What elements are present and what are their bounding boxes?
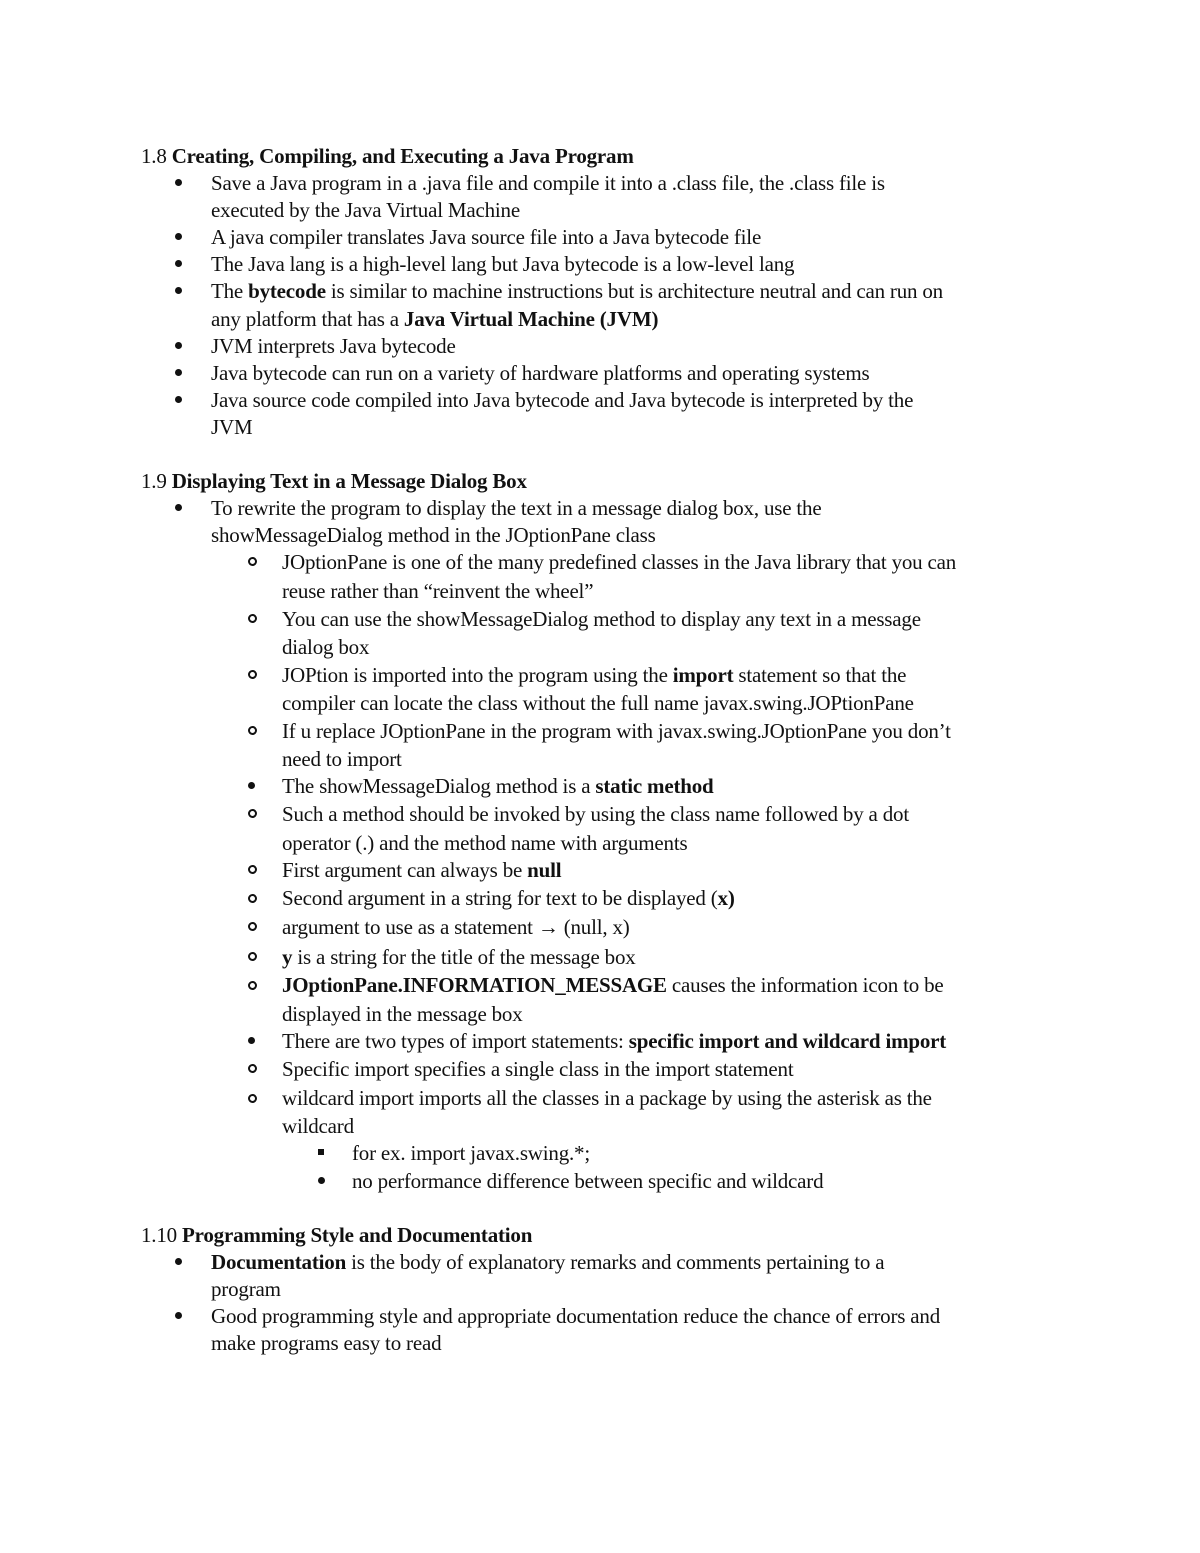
sub-list-item-continued: dialog box (282, 635, 370, 659)
bullet-icon (318, 1177, 325, 1184)
list-item: Save a Java program in a .java file and compile it into a .class file, the .class file is (211, 171, 885, 195)
circle-bullet-icon (248, 809, 257, 818)
bullet-icon (175, 342, 182, 349)
list-item: JVM interprets Java bytecode (211, 334, 456, 358)
list-item-continued: showMessageDialog method in the JOptionPane class (211, 523, 656, 547)
circle-bullet-icon (248, 1064, 257, 1073)
sub-list-item: JOPtion is imported into the program using the import statement so that the (282, 663, 907, 687)
sub-list-item-continued: compiler can locate the class without the full name javax.swing.JOPtionPane (282, 691, 914, 715)
circle-bullet-icon (248, 670, 257, 679)
circle-bullet-icon (248, 894, 257, 903)
bullet-icon (248, 782, 255, 789)
list-item: The Java lang is a high-level lang but Java bytecode is a low-level lang (211, 252, 795, 276)
bullet-icon (175, 1258, 182, 1265)
list-item-continued: program (211, 1277, 281, 1301)
bullet-icon (248, 1037, 255, 1044)
list-item: A java compiler translates Java source file into a Java bytecode file (211, 225, 762, 249)
sub-list-item-continued: displayed in the message box (282, 1002, 523, 1026)
sub-list-item-continued: wildcard (282, 1114, 354, 1138)
section-1-9-heading: 1.9 Displaying Text in a Message Dialog Box (141, 469, 527, 493)
circle-bullet-icon (248, 557, 257, 566)
sub-list-item: JOptionPane.INFORMATION_MESSAGE causes the information icon to be (282, 973, 944, 997)
circle-bullet-icon (248, 952, 257, 961)
sub-list-item-continued: operator (.) and the method name with arguments (282, 831, 688, 855)
sub-list-item: Second argument in a string for text to be displayed (x) (282, 886, 735, 910)
bullet-icon (175, 233, 182, 240)
sub-list-item: You can use the showMessageDialog method to display any text in a message (282, 607, 921, 631)
bullet-icon (175, 179, 182, 186)
sub-list-item: Such a method should be invoked by using the class name followed by a dot (282, 802, 909, 826)
bullet-icon (175, 369, 182, 376)
list-item: The bytecode is similar to machine instructions but is architecture neutral and can run on (211, 279, 943, 303)
list-item: There are two types of import statements: specific import and wildcard import (282, 1029, 947, 1053)
sub-list-item: argument to use as a statement → (null, x) (282, 915, 630, 939)
sub-list-item: First argument can always be null (282, 858, 562, 882)
list-item: Good programming style and appropriate documentation reduce the chance of errors and (211, 1304, 941, 1328)
sub-list-item-continued: reuse rather than “reinvent the wheel” (282, 579, 594, 603)
circle-bullet-icon (248, 981, 257, 990)
sub-list-item-continued: need to import (282, 747, 402, 771)
sub-list-item: JOptionPane is one of the many predefined classes in the Java library that you can (282, 550, 957, 574)
list-item-continued: any platform that has a Java Virtual Machine (JVM) (211, 307, 659, 331)
sub-list-item: If u replace JOptionPane in the program with javax.swing.JOptionPane you don’t (282, 719, 951, 743)
list-item-continued: JVM (211, 415, 253, 439)
sub-list-item: Specific import specifies a single class in the import statement (282, 1057, 794, 1081)
bullet-icon (175, 287, 182, 294)
circle-bullet-icon (248, 865, 257, 874)
list-item-continued: make programs easy to read (211, 1331, 442, 1355)
bullet-icon (175, 260, 182, 267)
sub-list-item: wildcard import imports all the classes in a package by using the asterisk as the (282, 1086, 932, 1110)
list-item: Java bytecode can run on a variety of hardware platforms and operating systems (211, 361, 870, 385)
circle-bullet-icon (248, 726, 257, 735)
sub-sub-list-item: for ex. import javax.swing.*; (352, 1141, 590, 1165)
list-item: The showMessageDialog method is a static method (282, 774, 714, 798)
bullet-icon (175, 396, 182, 403)
bullet-icon (175, 1312, 182, 1319)
section-1-10-heading: 1.10 Programming Style and Documentation (141, 1223, 533, 1247)
list-item: Java source code compiled into Java bytecode and Java bytecode is interpreted by the (211, 388, 914, 412)
sub-sub-list-item: no performance difference between specific and wildcard (352, 1169, 824, 1193)
circle-bullet-icon (248, 1094, 257, 1103)
list-item-continued: executed by the Java Virtual Machine (211, 198, 520, 222)
list-item: Documentation is the body of explanatory remarks and comments pertaining to a (211, 1250, 885, 1274)
list-item: To rewrite the program to display the text in a message dialog box, use the (211, 496, 822, 520)
circle-bullet-icon (248, 922, 257, 931)
circle-bullet-icon (248, 614, 257, 623)
section-1-8-heading: 1.8 Creating, Compiling, and Executing a Java Program (141, 144, 634, 168)
bullet-icon (175, 504, 182, 511)
sub-list-item: y is a string for the title of the message box (282, 945, 636, 969)
square-bullet-icon (318, 1149, 324, 1155)
